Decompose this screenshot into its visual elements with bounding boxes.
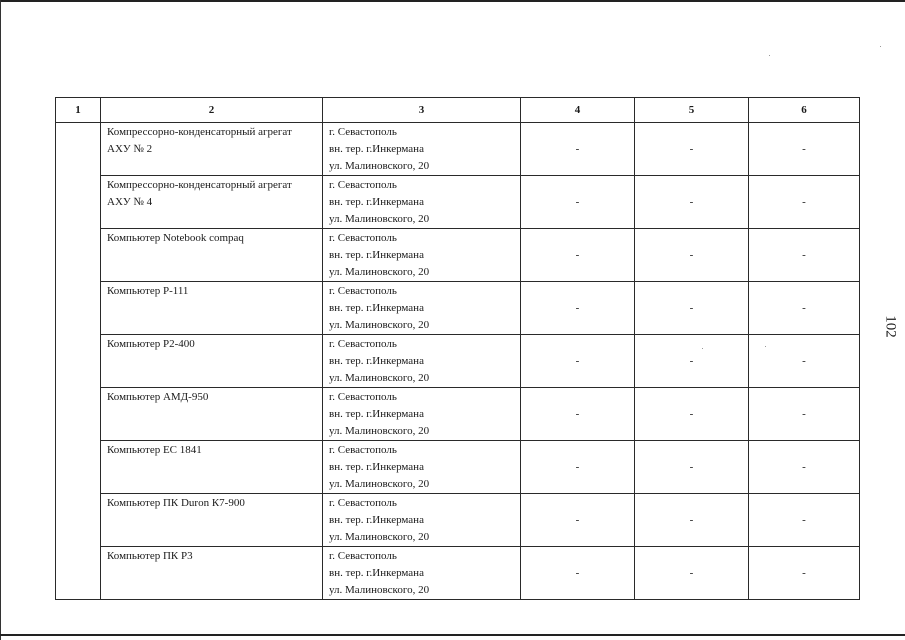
value-cell-col-6: -: [749, 335, 860, 388]
table-body: [56, 123, 860, 600]
scan-speck: [765, 346, 766, 347]
header-col-3: 3: [323, 98, 521, 123]
item-address-cell: [323, 282, 521, 335]
value-cell-col-4: -: [521, 547, 635, 600]
header-col-4: 4: [521, 98, 635, 123]
value-cell-col-6: -: [749, 123, 860, 176]
header-col-6: 6: [749, 98, 860, 123]
value-cell-col-5: -: [635, 547, 749, 600]
row-number-cell: [56, 123, 101, 600]
value-cell-col-6: -: [749, 176, 860, 229]
bottom-border-line: [0, 634, 905, 636]
value-cell-col-5: -: [635, 494, 749, 547]
value-cell-col-6: -: [749, 282, 860, 335]
item-name-cell: Компьютер ПК Р3: [101, 547, 323, 600]
item-address-cell: [323, 229, 521, 282]
item-name-cell: Компьютер Р2-400: [101, 335, 323, 388]
address-line: г. Севастополь: [329, 497, 397, 509]
left-border-line: [0, 0, 1, 640]
address-line: ул. Малиновского, 20: [329, 372, 430, 384]
scan-speck: [880, 46, 881, 47]
table-row: [56, 176, 860, 229]
value-cell-col-5: -: [635, 388, 749, 441]
header-col-1: 1: [56, 98, 101, 123]
table-row: [56, 123, 860, 176]
table-row: [56, 388, 860, 441]
address-line: г. Севастополь: [329, 338, 397, 350]
address-line: вн. тер. г.Инкермана: [329, 196, 424, 208]
address-line: г. Севастополь: [329, 232, 397, 244]
value-cell-col-5: -: [635, 123, 749, 176]
value-cell-col-5: -: [635, 335, 749, 388]
value-cell-col-5: -: [635, 441, 749, 494]
item-name-cell: Компрессорно-конденсаторный агрегат АХУ № 4: [101, 176, 323, 229]
page-number: 102: [882, 315, 899, 338]
item-name-cell: Компьютер АМД-950: [101, 388, 323, 441]
value-cell-col-6: -: [749, 494, 860, 547]
address-line: вн. тер. г.Инкермана: [329, 302, 424, 314]
table-row: [56, 229, 860, 282]
item-address-cell: [323, 176, 521, 229]
value-cell-col-4: -: [521, 388, 635, 441]
value-cell-col-4: -: [521, 123, 635, 176]
value-cell-col-6: -: [749, 229, 860, 282]
value-cell-col-4: -: [521, 282, 635, 335]
item-address-cell: [323, 123, 521, 176]
address-line: ул. Малиновского, 20: [329, 160, 430, 172]
address-line: ул. Малиновского, 20: [329, 319, 430, 331]
address-line: вн. тер. г.Инкермана: [329, 461, 424, 473]
address-line: вн. тер. г.Инкермана: [329, 249, 424, 261]
value-cell-col-4: -: [521, 176, 635, 229]
address-line: г. Севастополь: [329, 550, 397, 562]
address-line: ул. Малиновского, 20: [329, 266, 430, 278]
table-row: [56, 494, 860, 547]
item-address-cell: [323, 547, 521, 600]
address-line: г. Севастополь: [329, 285, 397, 297]
value-cell-col-6: -: [749, 388, 860, 441]
address-line: вн. тер. г.Инкермана: [329, 143, 424, 155]
value-cell-col-4: -: [521, 494, 635, 547]
table-row: [56, 547, 860, 600]
scan-speck: [702, 348, 703, 349]
address-line: г. Севастополь: [329, 444, 397, 456]
table-row: [56, 441, 860, 494]
address-line: ул. Малиновского, 20: [329, 531, 430, 543]
address-line: ул. Малиновского, 20: [329, 584, 430, 596]
header-row: [56, 98, 860, 123]
value-cell-col-4: -: [521, 441, 635, 494]
value-cell-col-4: -: [521, 335, 635, 388]
inventory-table: [55, 97, 860, 600]
item-name-cell: Компрессорно-конденсаторный агрегат АХУ № 2: [101, 123, 323, 176]
top-border-line: [0, 0, 905, 2]
table-row: [56, 335, 860, 388]
address-line: ул. Малиновского, 20: [329, 425, 430, 437]
address-line: ул. Малиновского, 20: [329, 478, 430, 490]
item-address-cell: [323, 335, 521, 388]
address-line: г. Севастополь: [329, 391, 397, 403]
address-line: вн. тер. г.Инкермана: [329, 355, 424, 367]
item-name-cell: Компьютер Notebook compaq: [101, 229, 323, 282]
item-address-cell: [323, 494, 521, 547]
scan-speck: [769, 55, 770, 56]
item-name-cell: Компьютер ПК Duron К7-900: [101, 494, 323, 547]
item-address-cell: [323, 388, 521, 441]
value-cell-col-5: -: [635, 176, 749, 229]
address-line: г. Севастополь: [329, 179, 397, 191]
item-address-cell: [323, 441, 521, 494]
value-cell-col-4: -: [521, 229, 635, 282]
value-cell-col-5: -: [635, 282, 749, 335]
address-line: вн. тер. г.Инкермана: [329, 514, 424, 526]
value-cell-col-6: -: [749, 441, 860, 494]
table-row: [56, 282, 860, 335]
address-line: ул. Малиновского, 20: [329, 213, 430, 225]
address-line: вн. тер. г.Инкермана: [329, 408, 424, 420]
value-cell-col-5: -: [635, 229, 749, 282]
item-name-cell: Компьютер Р-111: [101, 282, 323, 335]
header-col-5: 5: [635, 98, 749, 123]
address-line: вн. тер. г.Инкермана: [329, 567, 424, 579]
address-line: г. Севастополь: [329, 126, 397, 138]
header-col-2: 2: [101, 98, 323, 123]
item-name-cell: Компьютер ЕС 1841: [101, 441, 323, 494]
value-cell-col-6: -: [749, 547, 860, 600]
